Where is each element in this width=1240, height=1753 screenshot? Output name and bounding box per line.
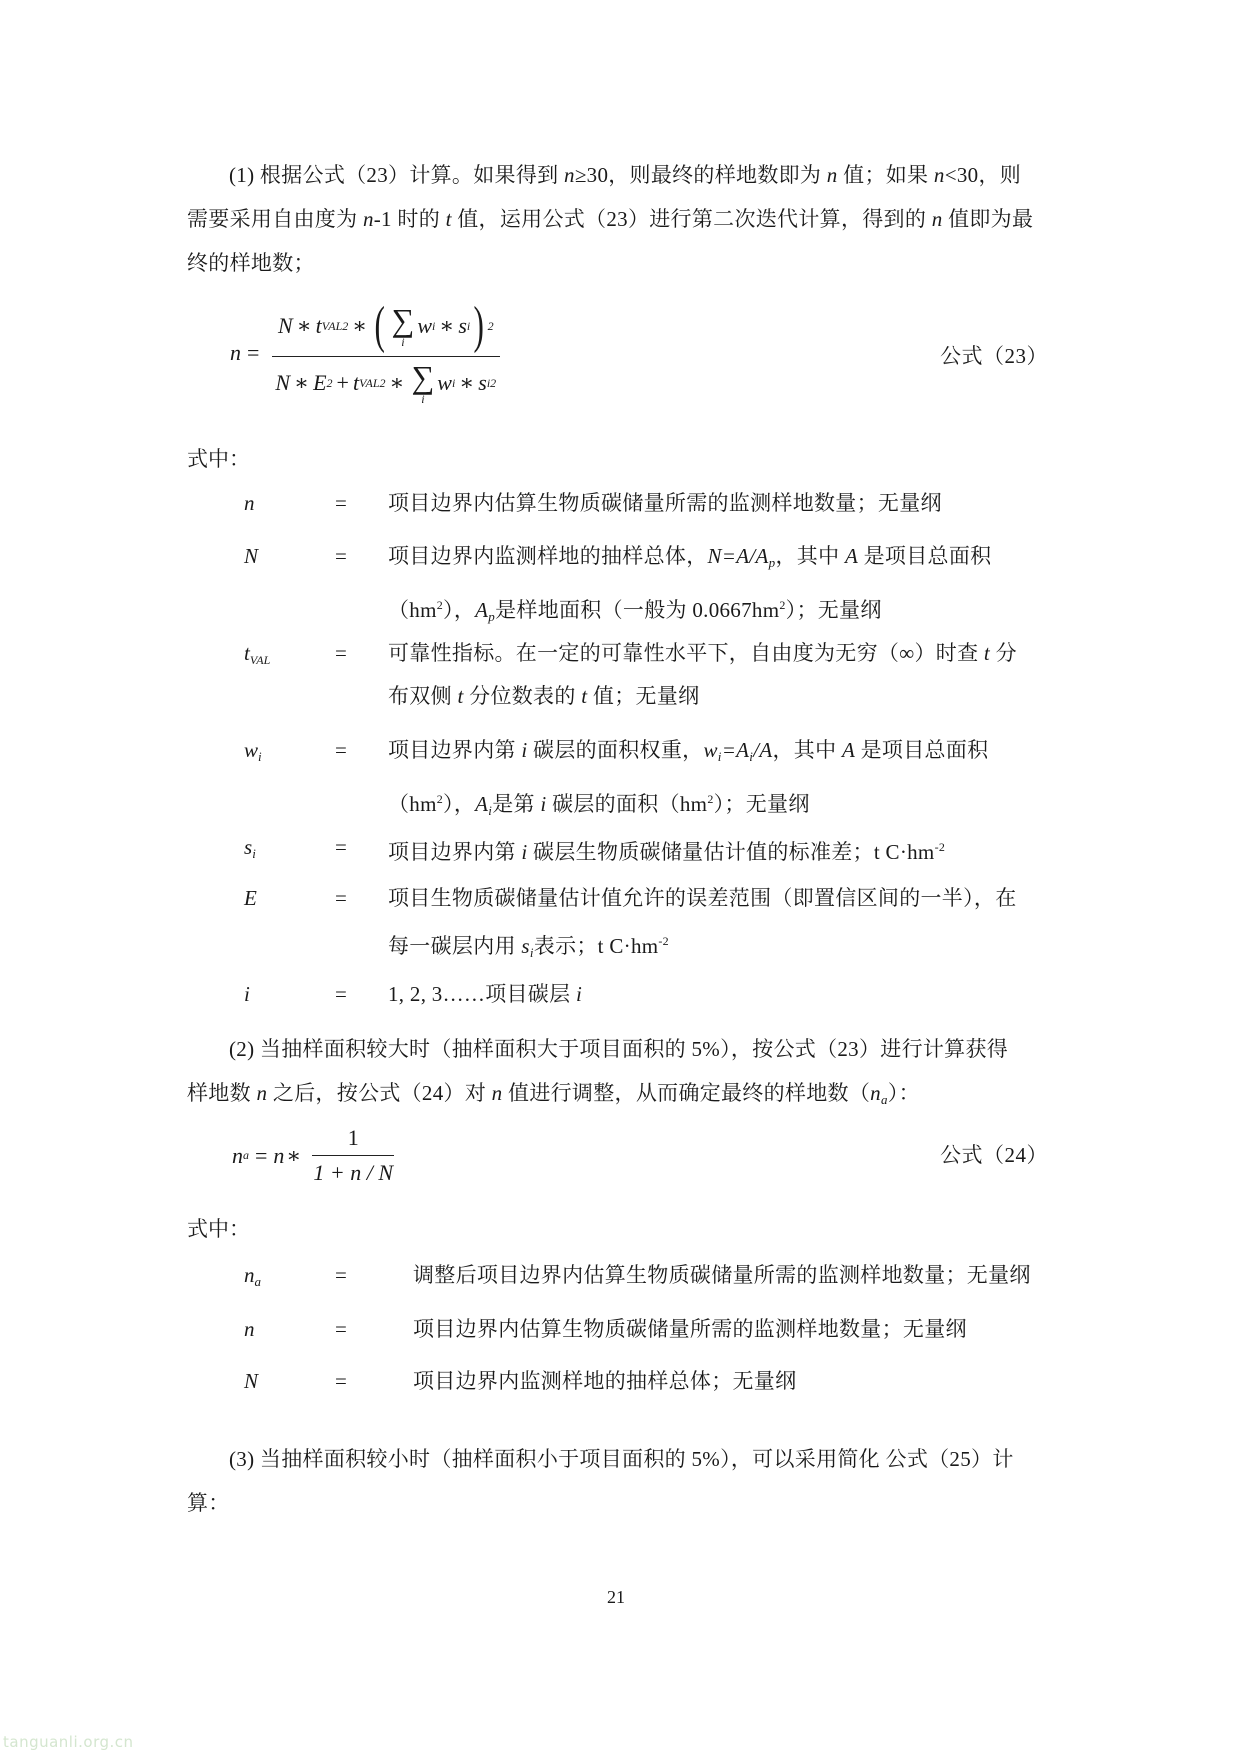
- paragraph-step-2: [187, 1027, 1057, 1122]
- def-equals: =: [335, 982, 347, 1006]
- sigma-sum: ∑ i: [391, 302, 415, 349]
- def-text-n: 项目边界内估算生物质碳储量所需的监测样地数量；无量纲: [388, 491, 942, 515]
- def-symbol-n: n: [244, 491, 255, 515]
- def-text-na: 调整后项目边界内估算生物质碳储量所需的监测样地数量；无量纲: [413, 1263, 1031, 1287]
- def-equals: =: [335, 886, 347, 910]
- def-symbol-tval: tVAL: [244, 641, 271, 667]
- def-text-N: 项目边界内监测样地的抽样总体；无量纲: [413, 1369, 797, 1393]
- step3-line2: 算：: [187, 1491, 230, 1515]
- right-paren: ): [473, 297, 485, 354]
- formula-23: n = N ∗ t VAL 2 ∗ ( ∑ i w i ∗ s i ) 2 N ∗ E 2 + t VAL 2 ∗ ∑ i w i ∗ s i 2: [230, 300, 506, 405]
- formula-23-numerator: N ∗ t VAL 2 ∗ ( ∑ i w i ∗ s i ) 2: [272, 300, 500, 357]
- formula-24-fraction: $\frac{1}{1 + n / N}$: [313, 1125, 394, 1185]
- where-label-1: 式中：: [187, 447, 250, 471]
- step2-line1: (2) 当抽样面积较大时（抽样面积大于项目面积的 5%），按公式（23）进行计算获得: [229, 1037, 1009, 1061]
- def-text-E: 项目生物质碳储量估计值允许的误差范围（即置信区间的一半），在 每一碳层内用 si表示；t $C\cdot hm^{-2}$: [388, 886, 1017, 960]
- def-text-N: 项目边界内监测样地的抽样总体，N=A/Ap，其中 A 是项目总面积 $(hm^2)$，Ap是样地面积（一般为 $0.0667hm^2$）；无量纲: [388, 544, 992, 624]
- formula-23-denominator: N ∗ E 2 + t VAL 2 ∗ ∑ i w i ∗ s i 2: [275, 359, 497, 406]
- formula-24: n a = n ∗ $\frac{1}{1 + n / N}$: [232, 1125, 403, 1186]
- def-symbol-n: n: [244, 1317, 255, 1341]
- def-equals: =: [335, 1317, 347, 1341]
- def-equals: =: [335, 1263, 347, 1287]
- def-symbol-N: N: [244, 1369, 259, 1393]
- watermark: tanguanli.org.cn: [3, 1733, 134, 1751]
- def-equals: =: [335, 544, 347, 568]
- step1-line3: 终的样地数；: [187, 251, 315, 275]
- sigma-sum: ∑ i: [411, 359, 435, 406]
- def-symbol-wi: wi: [244, 738, 262, 764]
- where-label-2: 式中：: [187, 1217, 250, 1241]
- formula-23-fraction: [269, 297, 502, 406]
- def-symbol-na: na: [244, 1263, 261, 1289]
- def-equals: =: [335, 641, 347, 665]
- paragraph-step-3: [187, 1437, 1057, 1525]
- def-text-n: 项目边界内估算生物质碳储量所需的监测样地数量；无量纲: [413, 1317, 967, 1341]
- def-symbol-si: si: [244, 835, 256, 861]
- formula-23-label: 公式（23）: [940, 344, 1048, 368]
- step1-line2: 需要采用自由度为 n-1 时的 t 值，运用公式（23）进行第二次迭代计算，得到的 n 值即为最: [187, 207, 1034, 231]
- def-symbol-E: E: [244, 886, 257, 910]
- def-text-i: 1, 2, 3……项目碳层 i: [388, 982, 583, 1006]
- step2-line2: 样地数 n 之后，按公式（24）对 n 值进行调整，从而确定最终的样地数（na）：: [187, 1081, 920, 1107]
- def-symbol-N: N: [244, 544, 259, 568]
- def-equals: =: [335, 738, 347, 762]
- def-symbol-i: i: [244, 982, 250, 1006]
- left-paren: (: [374, 297, 386, 354]
- def-equals: =: [335, 1369, 347, 1393]
- step3-line1: (3) 当抽样面积较小时（抽样面积小于项目面积的 5%），可以采用简化 公式（25）计: [229, 1447, 1014, 1471]
- step1-line1: (1) 根据公式（23）计算。如果得到 n≥30，则最终的样地数即为 n 值；如果 n<30，则: [229, 163, 1022, 187]
- paragraph-step-1: [187, 153, 1057, 285]
- def-equals: =: [335, 835, 347, 859]
- formula-24-label: 公式（24）: [940, 1143, 1048, 1167]
- page-number: 21: [607, 1587, 625, 1607]
- def-text-si: 项目边界内第 i 碳层生物质碳储量估计值的标准差；t $C\cdot hm^{-2}$: [388, 840, 946, 864]
- def-equals: =: [335, 491, 347, 515]
- def-text-tval: 可靠性指标。在一定的可靠性水平下，自由度为无穷（∞）时查 t 分 布双侧 t 分位数表的 t 值；无量纲: [388, 641, 1017, 708]
- def-text-wi: 项目边界内第 i 碳层的面积权重，wi=Ai/A，其中 A 是项目总面积 $(hm^2)$，Ai是第 i 碳层的面积$(hm^2)$；无量纲: [388, 738, 989, 818]
